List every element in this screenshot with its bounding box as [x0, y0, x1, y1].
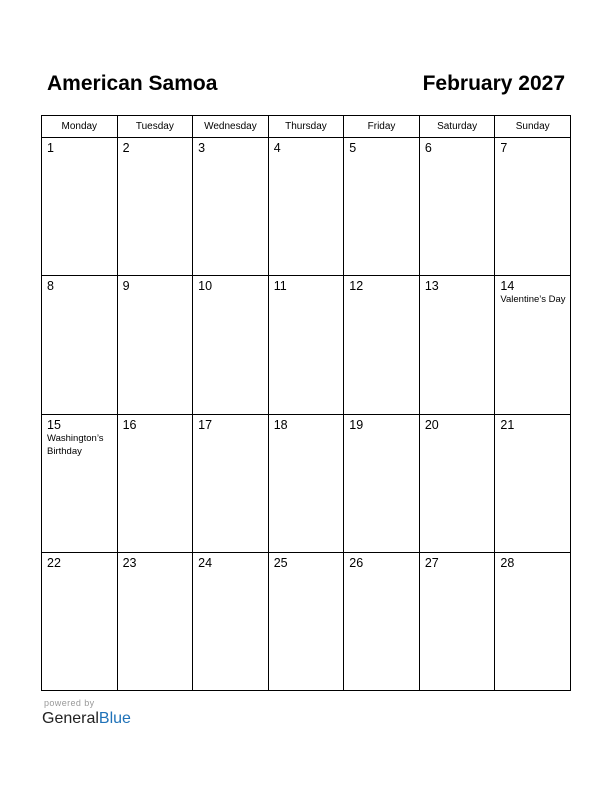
day-cell — [495, 138, 571, 276]
day-cell — [419, 414, 495, 552]
brand-general-text: General — [42, 710, 99, 727]
day-cell — [344, 414, 420, 552]
calendar-country-title: American Samoa — [47, 72, 218, 95]
weekday-header: Sunday — [495, 116, 571, 138]
day-cell — [117, 414, 193, 552]
day-cell — [42, 414, 118, 552]
month-calendar-grid — [41, 115, 571, 691]
day-number: 13 — [424, 279, 439, 294]
day-cell — [419, 138, 495, 276]
weekday-header: Tuesday — [117, 116, 193, 138]
day-number: 6 — [424, 141, 432, 155]
week-row — [42, 552, 571, 690]
day-cell — [495, 414, 571, 552]
day-number: 8 — [47, 279, 54, 294]
day-cell — [117, 138, 193, 276]
weekday-header: Saturday — [419, 116, 495, 138]
day-number: 4 — [273, 141, 281, 155]
weekday-header: Friday — [344, 116, 420, 138]
day-number: 26 — [349, 555, 364, 570]
day-cell — [42, 552, 118, 690]
day-cell — [419, 552, 495, 690]
day-number: 25 — [273, 555, 288, 570]
weekday-header: Thursday — [268, 116, 344, 138]
day-cell — [495, 552, 571, 690]
day-number: 9 — [122, 279, 130, 294]
day-number: 14 — [500, 279, 515, 294]
day-cell — [495, 276, 571, 414]
calendar-month-title: February 2027 — [422, 72, 565, 95]
day-number: 15 — [47, 417, 61, 432]
day-cell — [344, 138, 420, 276]
day-number: 3 — [198, 141, 206, 155]
day-cell — [268, 414, 344, 552]
day-number: 1 — [47, 141, 54, 155]
day-number: 23 — [122, 555, 137, 570]
holiday-label: Valentine’s Day — [500, 294, 566, 306]
day-number: 2 — [122, 141, 130, 155]
day-cell — [268, 552, 344, 690]
day-cell — [42, 276, 118, 414]
day-number: 18 — [273, 417, 288, 432]
week-row — [42, 276, 571, 414]
day-cell — [193, 138, 269, 276]
day-number: 16 — [122, 417, 137, 432]
holiday-label: Washington’s Birthday — [47, 432, 104, 457]
brand-blue-text: Blue — [98, 710, 131, 727]
day-cell — [344, 276, 420, 414]
day-number: 5 — [349, 141, 357, 155]
day-number: 11 — [273, 279, 287, 294]
day-cell — [344, 552, 420, 690]
day-number: 21 — [500, 417, 515, 432]
day-cell — [42, 138, 118, 276]
day-number: 20 — [424, 417, 439, 432]
day-number: 17 — [198, 417, 213, 432]
day-number: 19 — [349, 417, 364, 432]
day-cell — [117, 552, 193, 690]
week-row — [42, 138, 571, 276]
day-number: 24 — [198, 555, 213, 570]
day-number: 12 — [349, 279, 364, 294]
day-number: 22 — [47, 555, 61, 570]
day-cell — [268, 276, 344, 414]
day-number: 27 — [424, 555, 439, 570]
day-cell — [193, 552, 269, 690]
day-cell — [268, 138, 344, 276]
day-cell — [117, 276, 193, 414]
day-number: 10 — [198, 279, 213, 294]
powered-by-label: powered by — [44, 698, 95, 708]
day-number: 7 — [500, 141, 508, 155]
week-row — [42, 414, 571, 552]
day-cell — [419, 276, 495, 414]
day-number: 28 — [500, 555, 515, 570]
weekday-header-row — [42, 116, 571, 138]
day-cell — [193, 414, 269, 552]
day-cell — [193, 276, 269, 414]
weekday-header: Monday — [42, 116, 118, 138]
generalblue-logo-link[interactable] — [42, 709, 131, 729]
weekday-header: Wednesday — [193, 116, 269, 138]
